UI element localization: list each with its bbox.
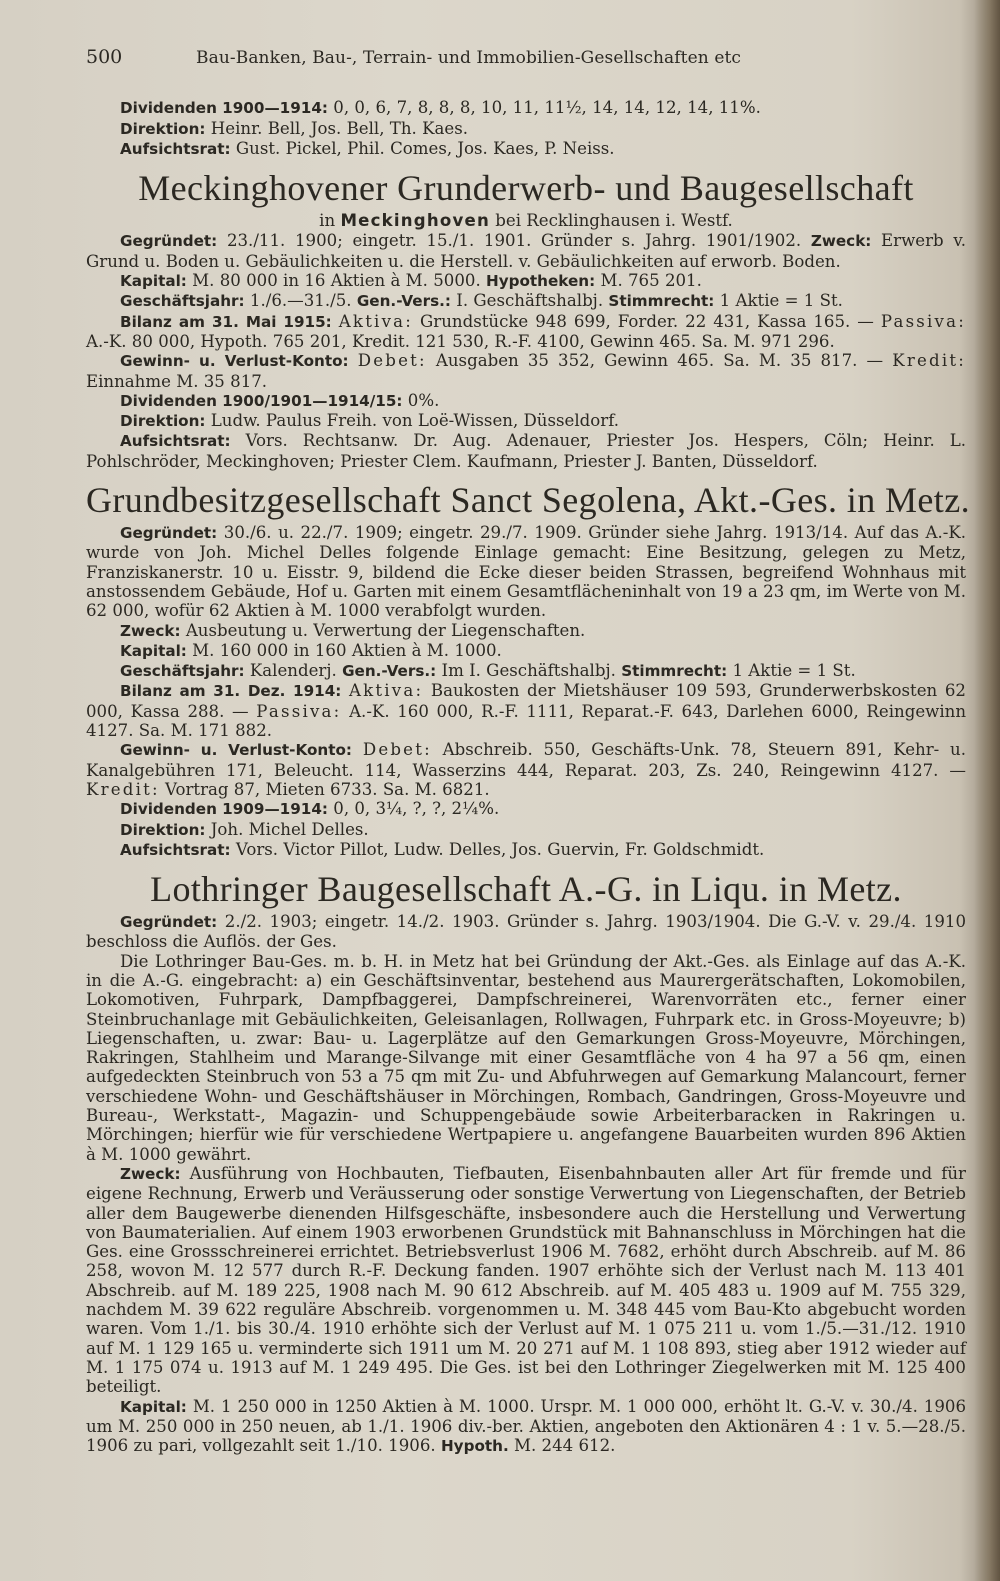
- company-entry-lothringer: [86, 868, 966, 1456]
- company-subtitle: in Meckinghoven bei Recklinghausen i. Westf.: [319, 211, 733, 231]
- aufsichtsrat-line: Aufsichtsrat: Gust. Pickel, Phil. Comes, Jos. Kaes, P. Neiss.: [120, 138, 615, 158]
- aufsichtsrat-line: Aufsichtsrat: Vors. Victor Pillot, Ludw. Delles, Jos. Guervin, Fr. Goldschmidt.: [120, 839, 765, 859]
- gegruendet-paragraph: Gegründet: 23./11. 1900; eingetr. 15./1. 1901. Gründer s. Jahrg. 1901/1902. Zweck: Erwerb v. Grund u. Boden u. Gebäulichkeiten u. die Herstell. v. Gebäulichkeiten auf erworb. Boden.: [86, 231, 967, 271]
- page-number: 500: [86, 46, 123, 68]
- geschaeftsjahr-paragraph: Geschäftsjahr: Kalenderj. Gen.-Vers.: Im I. Geschäftshalbj. Stimmrecht: 1 Aktie = 1 St.: [120, 661, 856, 681]
- bilanz-paragraph: Bilanz am 31. Dez. 1914: Aktiva: Baukosten der Mietshäuser 109 593, Grunderwerbskosten 62 000, Kassa 288. — Passiva: A.-K. 160 000, R.-F. 1111, Reparat.-F. 643, Darlehen 6000, Reingewinn 4127. Sa. M. 171 882.: [86, 681, 967, 741]
- kapital-paragraph: Kapital: M. 80 000 in 16 Aktien à M. 5000. Hypotheken: M. 765 201.: [120, 271, 702, 291]
- kapital-line: Kapital: M. 160 000 in 160 Aktien à M. 1000.: [120, 640, 502, 660]
- dividends-line: Dividenden 1900/1901—1914/15: 0%.: [120, 390, 440, 410]
- zweck-line: Zweck: Ausbeutung u. Verwertung der Liegenschaften.: [120, 620, 586, 640]
- direktion-line: Direktion: Joh. Michel Delles.: [120, 819, 369, 839]
- company-entry-meckinghovener: [86, 167, 966, 471]
- gegruendet-paragraph: Gegründet: 30./6. u. 22./7. 1909; eingetr. 29./7. 1909. Gründer siehe Jahrg. 1913/14. Auf das A.-K. wurde von Joh. Michel Delles folgende Einlage gemacht: Eine Besitzung, gelegen zu Metz, Franziskanerstr. 10 u. Eisstr. 9, bildend die Ecke dieser beiden Strassen, begreifend Wohnhaus mit anstossendem Gebäude, Hof u. Garten mit einem Gesamtflächeninhalt von 19 a 23 qm, im Werte von M. 62 000, wofür 62 Aktien à M. 1000 verabfolgt wurden.: [86, 523, 966, 621]
- gewinn-verlust-paragraph: Gewinn- u. Verlust-Konto: Debet: Ausgaben 35 352, Gewinn 465. Sa. M. 35 817. — Kredit: Einnahme M. 35 817.: [86, 351, 967, 391]
- company-entry-sanct-segolena: [86, 479, 970, 860]
- geschaeftsjahr-paragraph: Geschäftsjahr: 1./6.—31./5. Gen.-Vers.: I. Geschäftshalbj. Stimmrecht: 1 Aktie = 1 St.: [120, 291, 843, 311]
- book-spine-shadow: [974, 0, 1000, 1581]
- page-content: [86, 46, 970, 1456]
- direktion-line: Direktion: Heinr. Bell, Jos. Bell, Th. Kaes.: [120, 118, 468, 138]
- direktion-line: Direktion: Ludw. Paulus Freih. von Loë-Wissen, Düsseldorf.: [120, 411, 620, 431]
- aufsichtsrat-paragraph: Aufsichtsrat: Vors. Rechtsanw. Dr. Aug. Adenauer, Priester Jos. Hespers, Cöln; Heinr. L. Pohlschröder, Meckinghoven; Priester Clem. Kaufmann, Priester J. Banten, Düsseldorf.: [86, 431, 967, 471]
- previous-entry-tail: [86, 98, 966, 159]
- company-title: Meckinghovener Grunderwerb- und Baugesellschaft: [138, 168, 914, 209]
- dividends-line: Dividenden 1909—1914: 0, 0, 3¼, ?, ?, 2¼%.: [120, 799, 500, 819]
- einlage-paragraph: Die Lothringer Bau-Ges. m. b. H. in Metz hat bei Gründung der Akt.-Ges. als Einlage auf das A.-K. in die A.-G. eingebracht: a) ein Geschäftsinventar, bestehend aus Maurergerätschaften, Lokomobilen, Lokomotiven, Fuhrpark, Dampfbaggerei, Dampfschreinerei, Warenvorräten etc., ferner einer Steinbruchanlage mit Gebäulichkeiten, Geleisanlagen, Rollwagen, Fuhrpark etc. in Gross-Moyeuvre; b) Liegenschaften, u. zwar: Bau- u. Lagerplätze auf den Gemarkungen Gross-Moyeuvre, Mörchingen, Rakringen, Stahlheim und Marange-Silvange mit einer Gesamtfläche von 4 ha 97 a 56 qm, einen aufgedeckten Steinbruch von 53 a 75 qm mit Zu- und Abfuhrwegen auf Gemarkung Malancourt, ferner verschiedene Wohn- und Geschäftshäuser in Mörchingen, Rombach, Gandringen, Gross-Moyeuvre und Bureau-, Werkstatt-, Magazin- und Schuppengebäude sowie Arbeiterbaracken in Rakringen u. Mörchingen; hierfür wie für verschiedene Wertpapiere u. angefangene Bauarbeiten wurden 896 Aktien à M. 1000 gewährt.: [86, 951, 966, 1164]
- gewinn-verlust-paragraph: Gewinn- u. Verlust-Konto: Debet: Abschreib. 550, Geschäfts-Unk. 78, Steuern 891, Kehr- u. Kanalgebühren 171, Beleucht. 114, Wasserzins 444, Reparat. 203, Zs. 240, Reingewinn 4127. — Kredit: Vortrag 87, Mieten 6733. Sa. M. 6821.: [86, 740, 967, 799]
- dividends-line: Dividenden 1900—1914: 0, 0, 6, 7, 8, 8, 8, 10, 11, 11½, 14, 14, 12, 14, 11%.: [120, 98, 761, 118]
- kapital-paragraph: Kapital: M. 1 250 000 in 1250 Aktien à M. 1000. Urspr. M. 1 000 000, erhöht lt. G.-V. v. 30./4. 1906 um M. 250 000 in 250 neuen, ab 1./1. 1906 div.-ber. Aktien, angeboten den Aktionären 4 : 1 v. 5.—28./5. 1906 zu pari, vollgezahlt seit 1./10. 1906. Hypoth. M. 244 612.: [86, 1396, 966, 1456]
- bilanz-paragraph: Bilanz am 31. Mai 1915: Aktiva: Grundstücke 948 699, Forder. 22 431, Kassa 165. — Passiva: A.-K. 80 000, Hypoth. 765 201, Kredit. 121 530, R.-F. 4100, Gewinn 465. Sa. M. 971 296.: [86, 311, 966, 351]
- zweck-paragraph: Zweck: Ausführung von Hochbauten, Tiefbauten, Eisenbahnbauten aller Art für fremde und für eigene Rechnung, Erwerb und Veräusserung oder sonstige Verwertung von Liegenschaften, der Betrieb aller dem Baugewerbe dienenden Hilfsgeschäfte, insbesondere auch die Herstellung und Verwertung von Baumaterialien. Auf einem 1903 erworbenen Grundstück mit Bahnanschluss in Mörchingen hat die Ges. eine Grossschreinerei errichtet. Betriebsverlust 1906 M. 7682, erhöht durch Abschreib. auf M. 86 258, wovon M. 12 577 durch R.-F. Deckung fanden. 1907 erhöhte sich der Verlust nach M. 113 401 Abschreib. auf M. 189 225, 1908 nach M. 90 612 Abschreib. auf M. 405 483 u. 1909 auf M. 755 329, nachdem M. 39 622 reguläre Abschreib. vorgenommen u. M. 348 445 vom Bau-Kto abgebucht worden waren. Vom 1./1. bis 30./4. 1910 erhöhte sich der Verlust auf M. 1 075 211 u. vom 1./5.—31./12. 1910 auf M. 1 129 165 u. verminderte sich 1911 um M. 20 271 auf M. 1 108 893, stieg aber 1912 wieder auf M. 1 175 074 u. 1913 auf M. 1 249 495. Die Ges. ist bei den Lothringer Ziegelwerken mit M. 125 400 beteiligt.: [86, 1163, 966, 1397]
- gegruendet-paragraph: Gegründet: 2./2. 1903; eingetr. 14./2. 1903. Gründer s. Jahrg. 1903/1904. Die G.-V. v. 29./4. 1910 beschloss die Auflös. der Ges.: [86, 912, 967, 952]
- running-header: [86, 48, 966, 68]
- company-title: Grundbesitzgesellschaft Sanct Segolena, Akt.-Ges. in Metz.: [86, 480, 970, 521]
- running-title: Bau-Banken, Bau-, Terrain- und Immobilien-Gesellschaften etc: [196, 48, 742, 68]
- company-title: Lothringer Baugesellschaft A.-G. in Liqu. in Metz.: [150, 869, 902, 910]
